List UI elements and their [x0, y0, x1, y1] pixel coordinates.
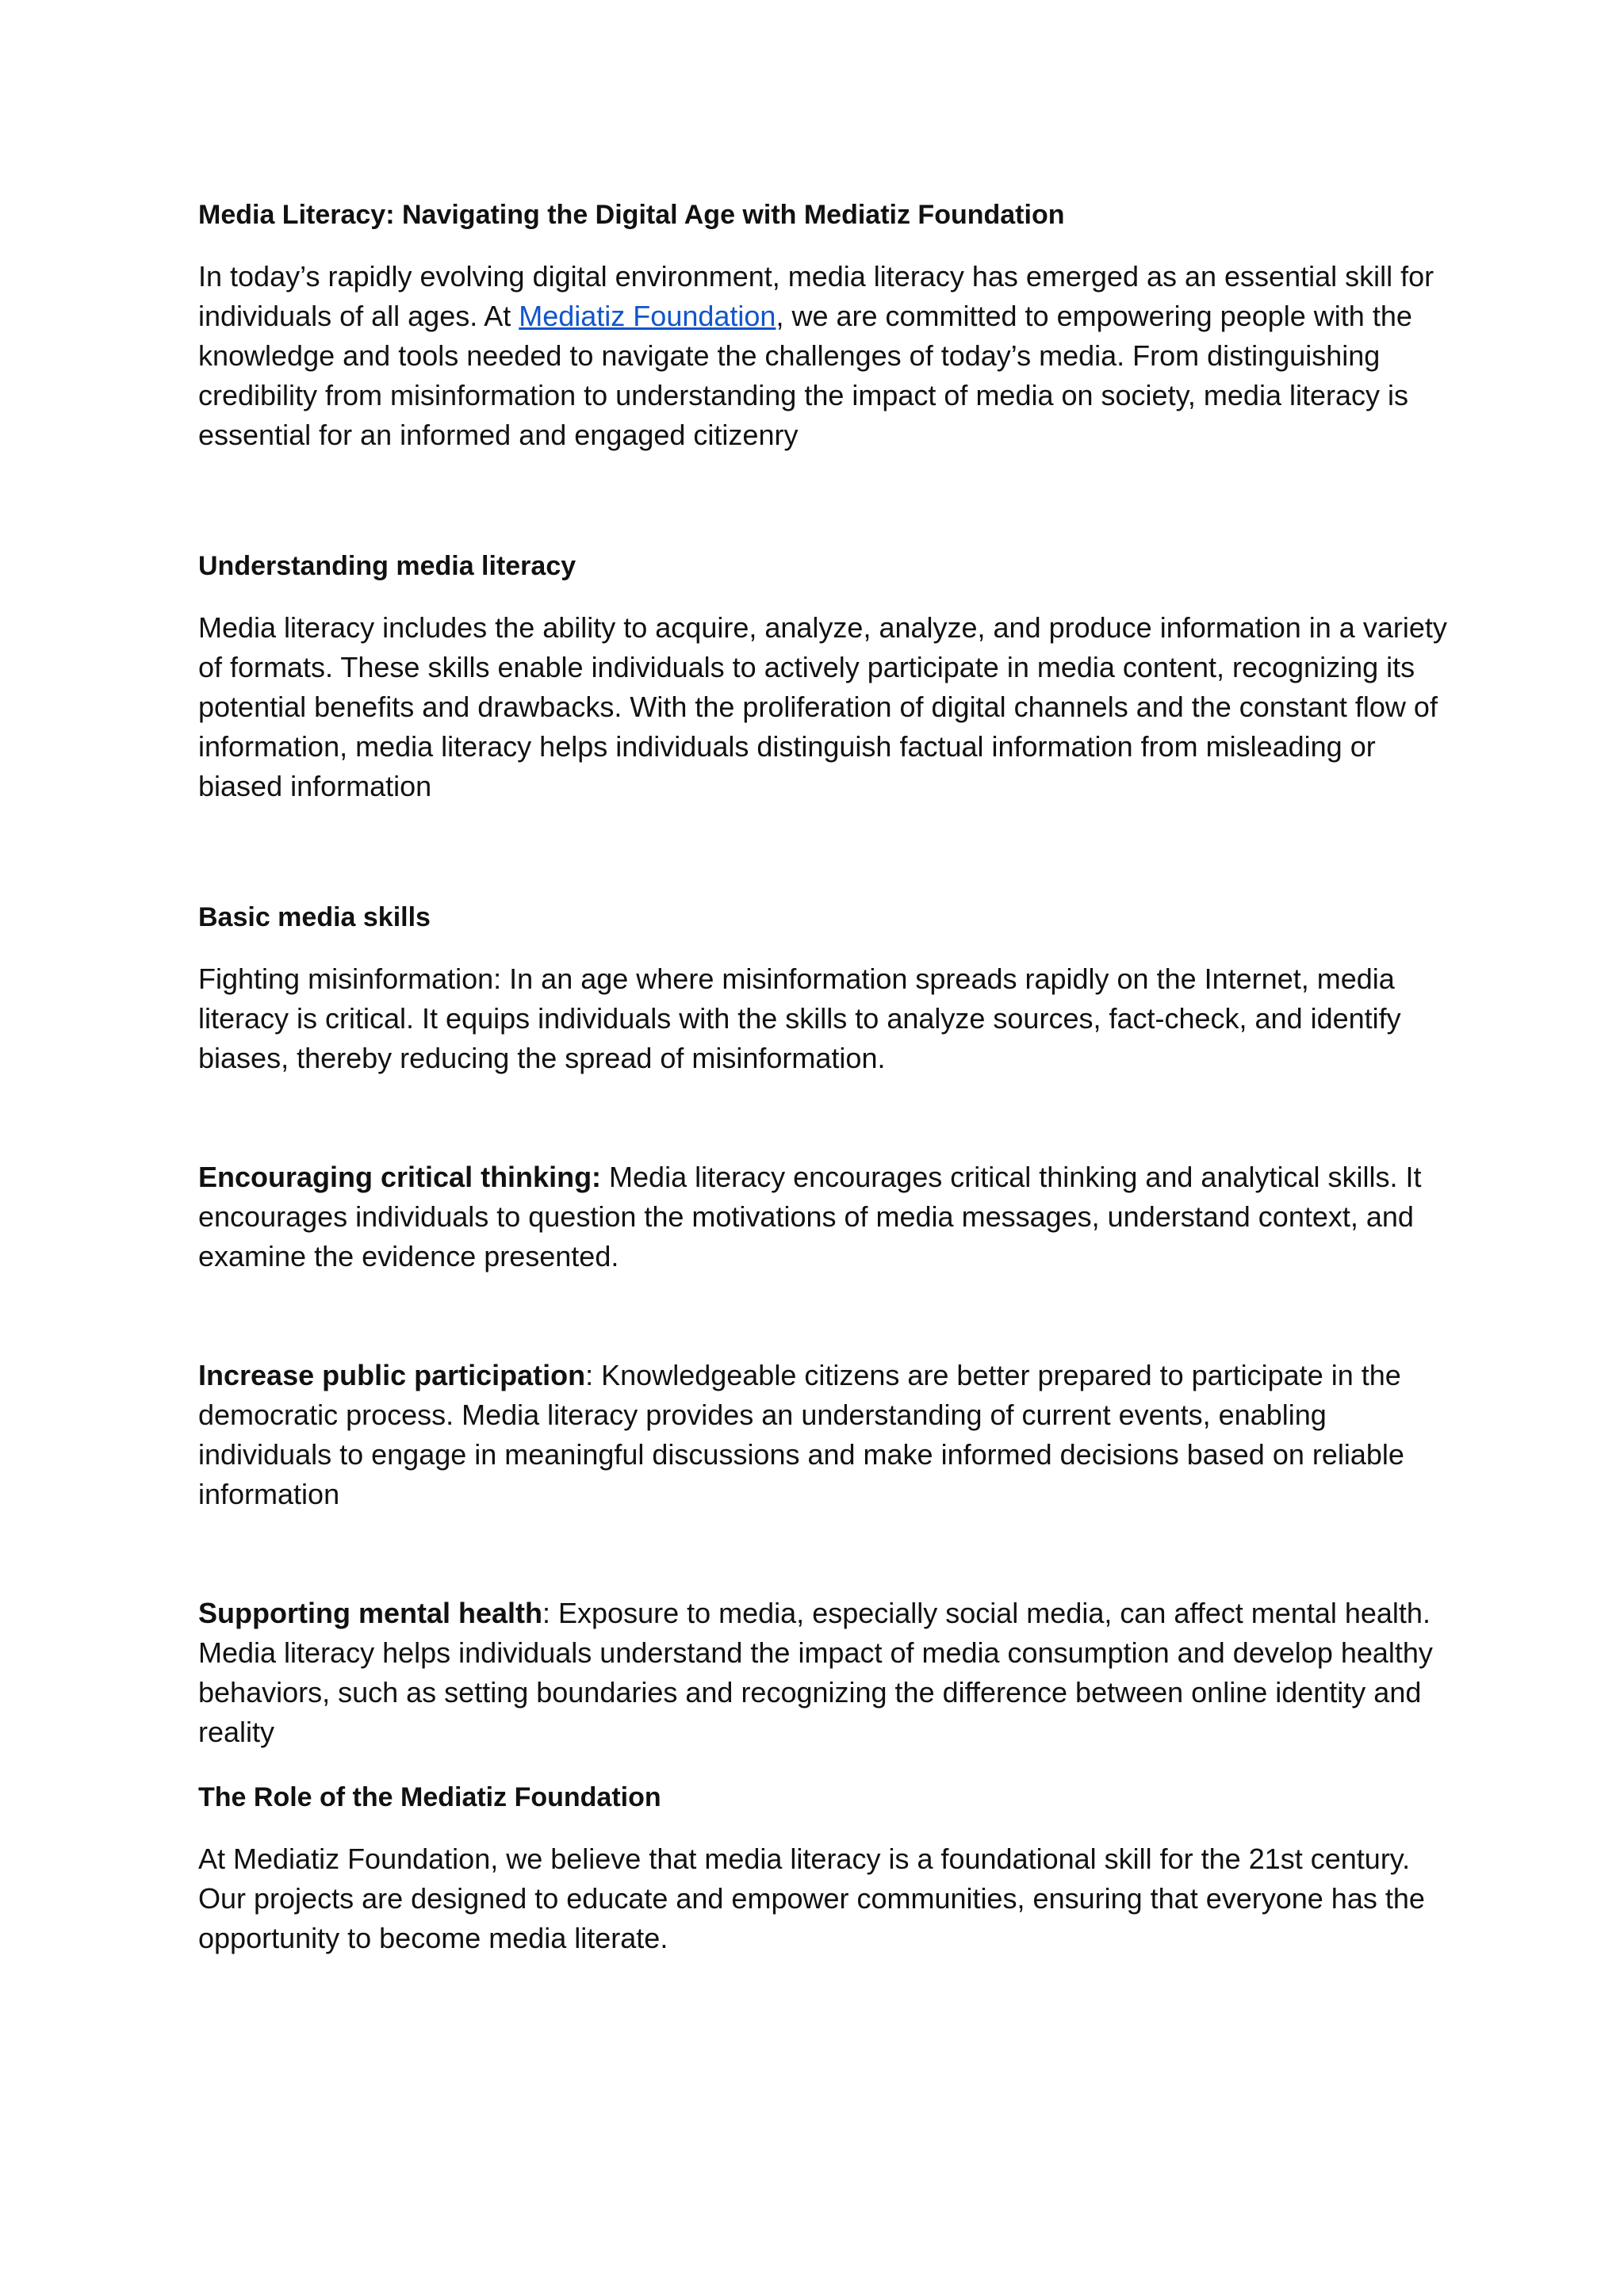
spacer [198, 1276, 1451, 1356]
spacer [198, 806, 1451, 897]
spacer [198, 455, 1451, 546]
critical-thinking-label: Encouraging critical thinking: [198, 1161, 602, 1193]
public-participation-body: : Knowledgeable citizens are better prepared to participate in the democratic process. Media literacy provides an understanding of current events, enabling individuals to engage in meaningful discussions and make informed decisions based on reliable information [198, 1359, 1404, 1510]
intro-text-before-link: In today’s rapidly evolving digital environment, media literacy has emerged as an essential skill for individuals of all ages. At [198, 260, 1434, 332]
public-participation-paragraph [198, 1356, 1451, 1514]
role-paragraph: At Mediatiz Foundation, we believe that media literacy is a foundational skill for the 21st century. Our projects are designed to educate and empower communities, ensuring that everyone has the opportunity to become media literate. [198, 1843, 1425, 1954]
critical-thinking-body: Media literacy encourages critical thinking and analytical skills. It encourages individuals to question the motivations of media messages, understand context, and examine the evidence presented. [198, 1161, 1422, 1272]
document-page [198, 195, 1451, 1958]
mental-health-body: : Exposure to media, especially social media, can affect mental health. Media literacy helps individuals understand the impact of media consumption and develop healthy behaviors, such as setting boundaries and recognizing the difference between online identity and reality [198, 1597, 1433, 1748]
mediatiz-foundation-link[interactable]: Mediatiz Foundation [519, 300, 776, 332]
understanding-paragraph: Media literacy includes the ability to acquire, analyze, analyze, and produce information in a variety of formats. These skills enable individuals to actively participate in media content, recognizing its potential benefits and drawbacks. With the proliferation of digital channels and the constant flow of information, media literacy helps individuals distinguish factual information from misleading or biased information [198, 611, 1447, 802]
critical-thinking-paragraph [198, 1158, 1451, 1276]
intro-paragraph [198, 257, 1451, 455]
spacer [198, 1078, 1451, 1158]
document-title: Media Literacy: Navigating the Digital Age with Mediatiz Foundation [198, 200, 1065, 230]
fighting-misinformation-paragraph: Fighting misinformation: In an age where misinformation spreads rapidly on the Internet, media literacy is critical. It equips individuals with the skills to analyze sources, fact-check, and identify biases, thereby reducing the spread of misinformation. [198, 962, 1401, 1074]
spacer [198, 1752, 1451, 1777]
spacer [198, 1514, 1451, 1594]
mental-health-paragraph [198, 1594, 1451, 1752]
intro-text-after-link: , we are committed to empowering people with the knowledge and tools needed to navigate the challenges of today’s media. From distinguishing credibility from misinformation to understanding the impact of media on society, media literacy is essential for an informed and engaged citizenry [198, 300, 1412, 451]
public-participation-label: Increase public participation [198, 1359, 586, 1391]
heading-role-of-mediatiz-foundation: The Role of the Mediatiz Foundation [198, 1782, 661, 1812]
heading-understanding-media-literacy: Understanding media literacy [198, 551, 576, 581]
mental-health-label: Supporting mental health [198, 1597, 543, 1629]
heading-basic-media-skills: Basic media skills [198, 902, 431, 932]
